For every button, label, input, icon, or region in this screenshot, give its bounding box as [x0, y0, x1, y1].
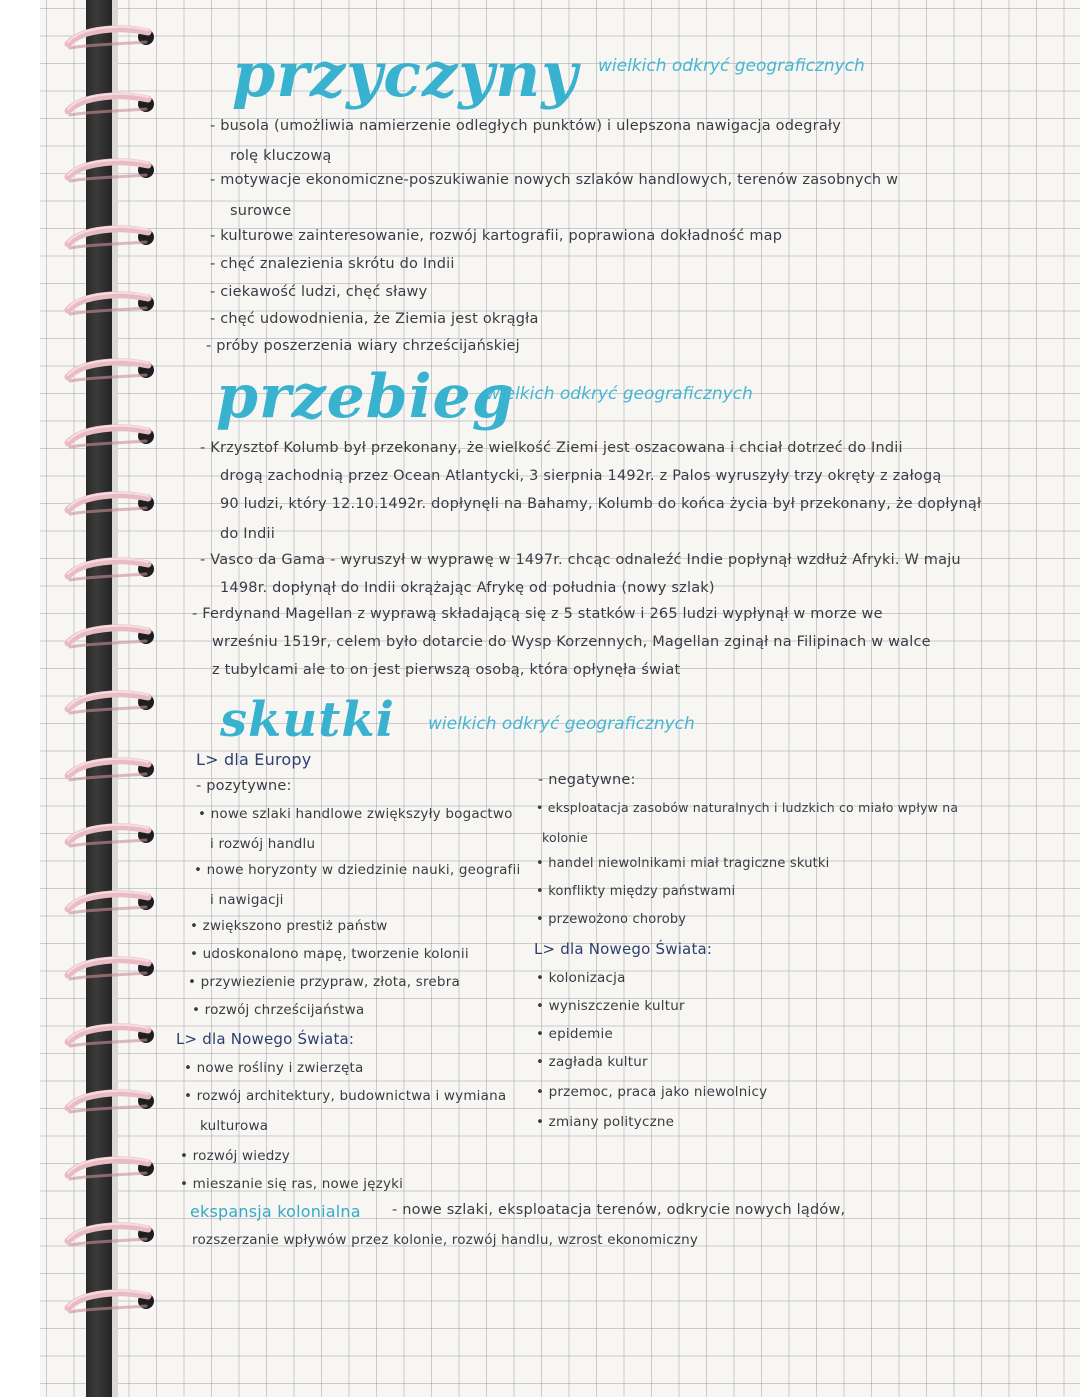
- positive-item: i nawigacji: [210, 892, 284, 908]
- positive-item: • przywiezienie przypraw, złota, srebra: [188, 974, 460, 990]
- newworld-right-item: • zmiany polityczne: [536, 1114, 675, 1130]
- heading-przyczyny: przyczyny: [232, 38, 579, 111]
- newworld-right-item: • zagłada kultur: [536, 1054, 648, 1070]
- newworld-right-item: • kolonizacja: [536, 970, 626, 986]
- heading-skutki: skutki: [220, 692, 395, 748]
- cause-line: rolę kluczową: [230, 148, 332, 164]
- cause-line: - ciekawość ludzi, chęć sławy: [210, 284, 428, 300]
- cause-line: - chęć znalezienia skrótu do Indii: [210, 256, 455, 272]
- course-line: - Krzysztof Kolumb był przekonany, że wielkość Ziemi jest oszacowana i chciał dotrzeć do Indii: [200, 440, 903, 456]
- negative-item: kolonie: [542, 830, 589, 845]
- course-line: drogą zachodnią przez Ocean Atlantycki, 3 sierpnia 1492r. z Palos wyruszyły trzy okręty z załogą: [220, 468, 942, 484]
- course-line: - Vasco da Gama - wyruszył w wyprawę w 1497r. chcąc odnaleźć Indie popłynął wzdłuż Afryki. W maju: [200, 552, 961, 568]
- expansion-term: ekspansja kolonialna: [190, 1202, 361, 1221]
- course-line: 90 ludzi, który 12.10.1492r. dopłynęli na Bahamy, Kolumb do końca życia był przekonany, że dopłynął: [220, 496, 982, 512]
- newworld-left-item: • nowe rośliny i zwierzęta: [184, 1060, 364, 1076]
- negative-item: • eksploatacja zasobów naturalnych i ludzkich co miało wpływ na: [536, 800, 959, 815]
- newworld-header-right: L> dla Nowego Świata:: [534, 940, 713, 958]
- expansion-definition: rozszerzanie wpływów przez kolonie, rozwój handlu, wzrost ekonomiczny: [192, 1232, 699, 1248]
- course-line: 1498r. dopłynął do Indii okrążając Afrykę od południa (nowy szlak): [220, 580, 715, 596]
- course-line: wrześniu 1519r, celem było dotarcie do Wysp Korzennych, Magellan zginął na Filipinach w walce: [212, 634, 931, 650]
- europe-header: L> dla Europy: [196, 750, 312, 769]
- cause-line: surowce: [230, 203, 292, 219]
- positive-item: • zwiększono prestiż państw: [190, 918, 388, 934]
- subheading-przyczyny: wielkich odkryć geograficznych: [598, 56, 865, 76]
- positive-item: • nowe horyzonty w dziedzinie nauki, geografii: [194, 862, 521, 878]
- expansion-definition: - nowe szlaki, eksploatacja terenów, odkrycie nowych lądów,: [392, 1202, 846, 1218]
- subheading-skutki: wielkich odkryć geograficznych: [428, 714, 695, 734]
- newworld-left-item: • mieszanie się ras, nowe języki: [180, 1176, 404, 1192]
- newworld-left-item: kulturowa: [200, 1118, 269, 1134]
- cause-line: - busola (umożliwia namierzenie odległych punktów) i ulepszona nawigacja odegrały: [210, 118, 842, 134]
- newworld-right-item: • przemoc, praca jako niewolnicy: [536, 1084, 768, 1100]
- cause-line: - chęć udowodnienia, że Ziemia jest okrągła: [210, 311, 539, 327]
- newworld-left-item: • rozwój architektury, budownictwa i wymiana: [184, 1088, 507, 1104]
- cause-line: - kulturowe zainteresowanie, rozwój kartografii, poprawiona dokładność map: [210, 228, 783, 244]
- positive-item: i rozwój handlu: [210, 836, 316, 852]
- course-line: do Indii: [220, 526, 276, 542]
- cause-line: - motywacje ekonomiczne-poszukiwanie nowych szlaków handlowych, terenów zasobnych w: [210, 172, 899, 188]
- cause-line: - próby poszerzenia wiary chrześcijańskiej: [206, 338, 520, 354]
- course-line: z tubylcami ale to on jest pierwszą osobą, która opłynęła świat: [212, 662, 681, 678]
- newworld-header-left: L> dla Nowego Świata:: [176, 1030, 355, 1048]
- subheading-przebieg: wielkich odkryć geograficznych: [486, 384, 753, 404]
- heading-przebieg: przebieg: [216, 362, 515, 432]
- newworld-left-item: • rozwój wiedzy: [180, 1148, 290, 1164]
- negative-item: • handel niewolnikami miał tragiczne skutki: [536, 856, 830, 871]
- course-line: - Ferdynand Magellan z wyprawą składającą się z 5 statków i 265 ludzi wypłynął w morze we: [192, 606, 883, 622]
- positive-item: • nowe szlaki handlowe zwiększyły bogactwo: [198, 806, 513, 822]
- newworld-right-item: • epidemie: [536, 1026, 613, 1042]
- negative-item: • przewożono choroby: [536, 912, 687, 927]
- newworld-right-item: • wyniszczenie kultur: [536, 998, 685, 1014]
- positive-header: - pozytywne:: [196, 778, 292, 794]
- positive-item: • rozwój chrześcijaństwa: [192, 1002, 365, 1018]
- negative-item: • konflikty między państwami: [536, 884, 736, 899]
- negative-header: - negatywne:: [538, 772, 636, 788]
- positive-item: • udoskonalono mapę, tworzenie kolonii: [190, 946, 469, 962]
